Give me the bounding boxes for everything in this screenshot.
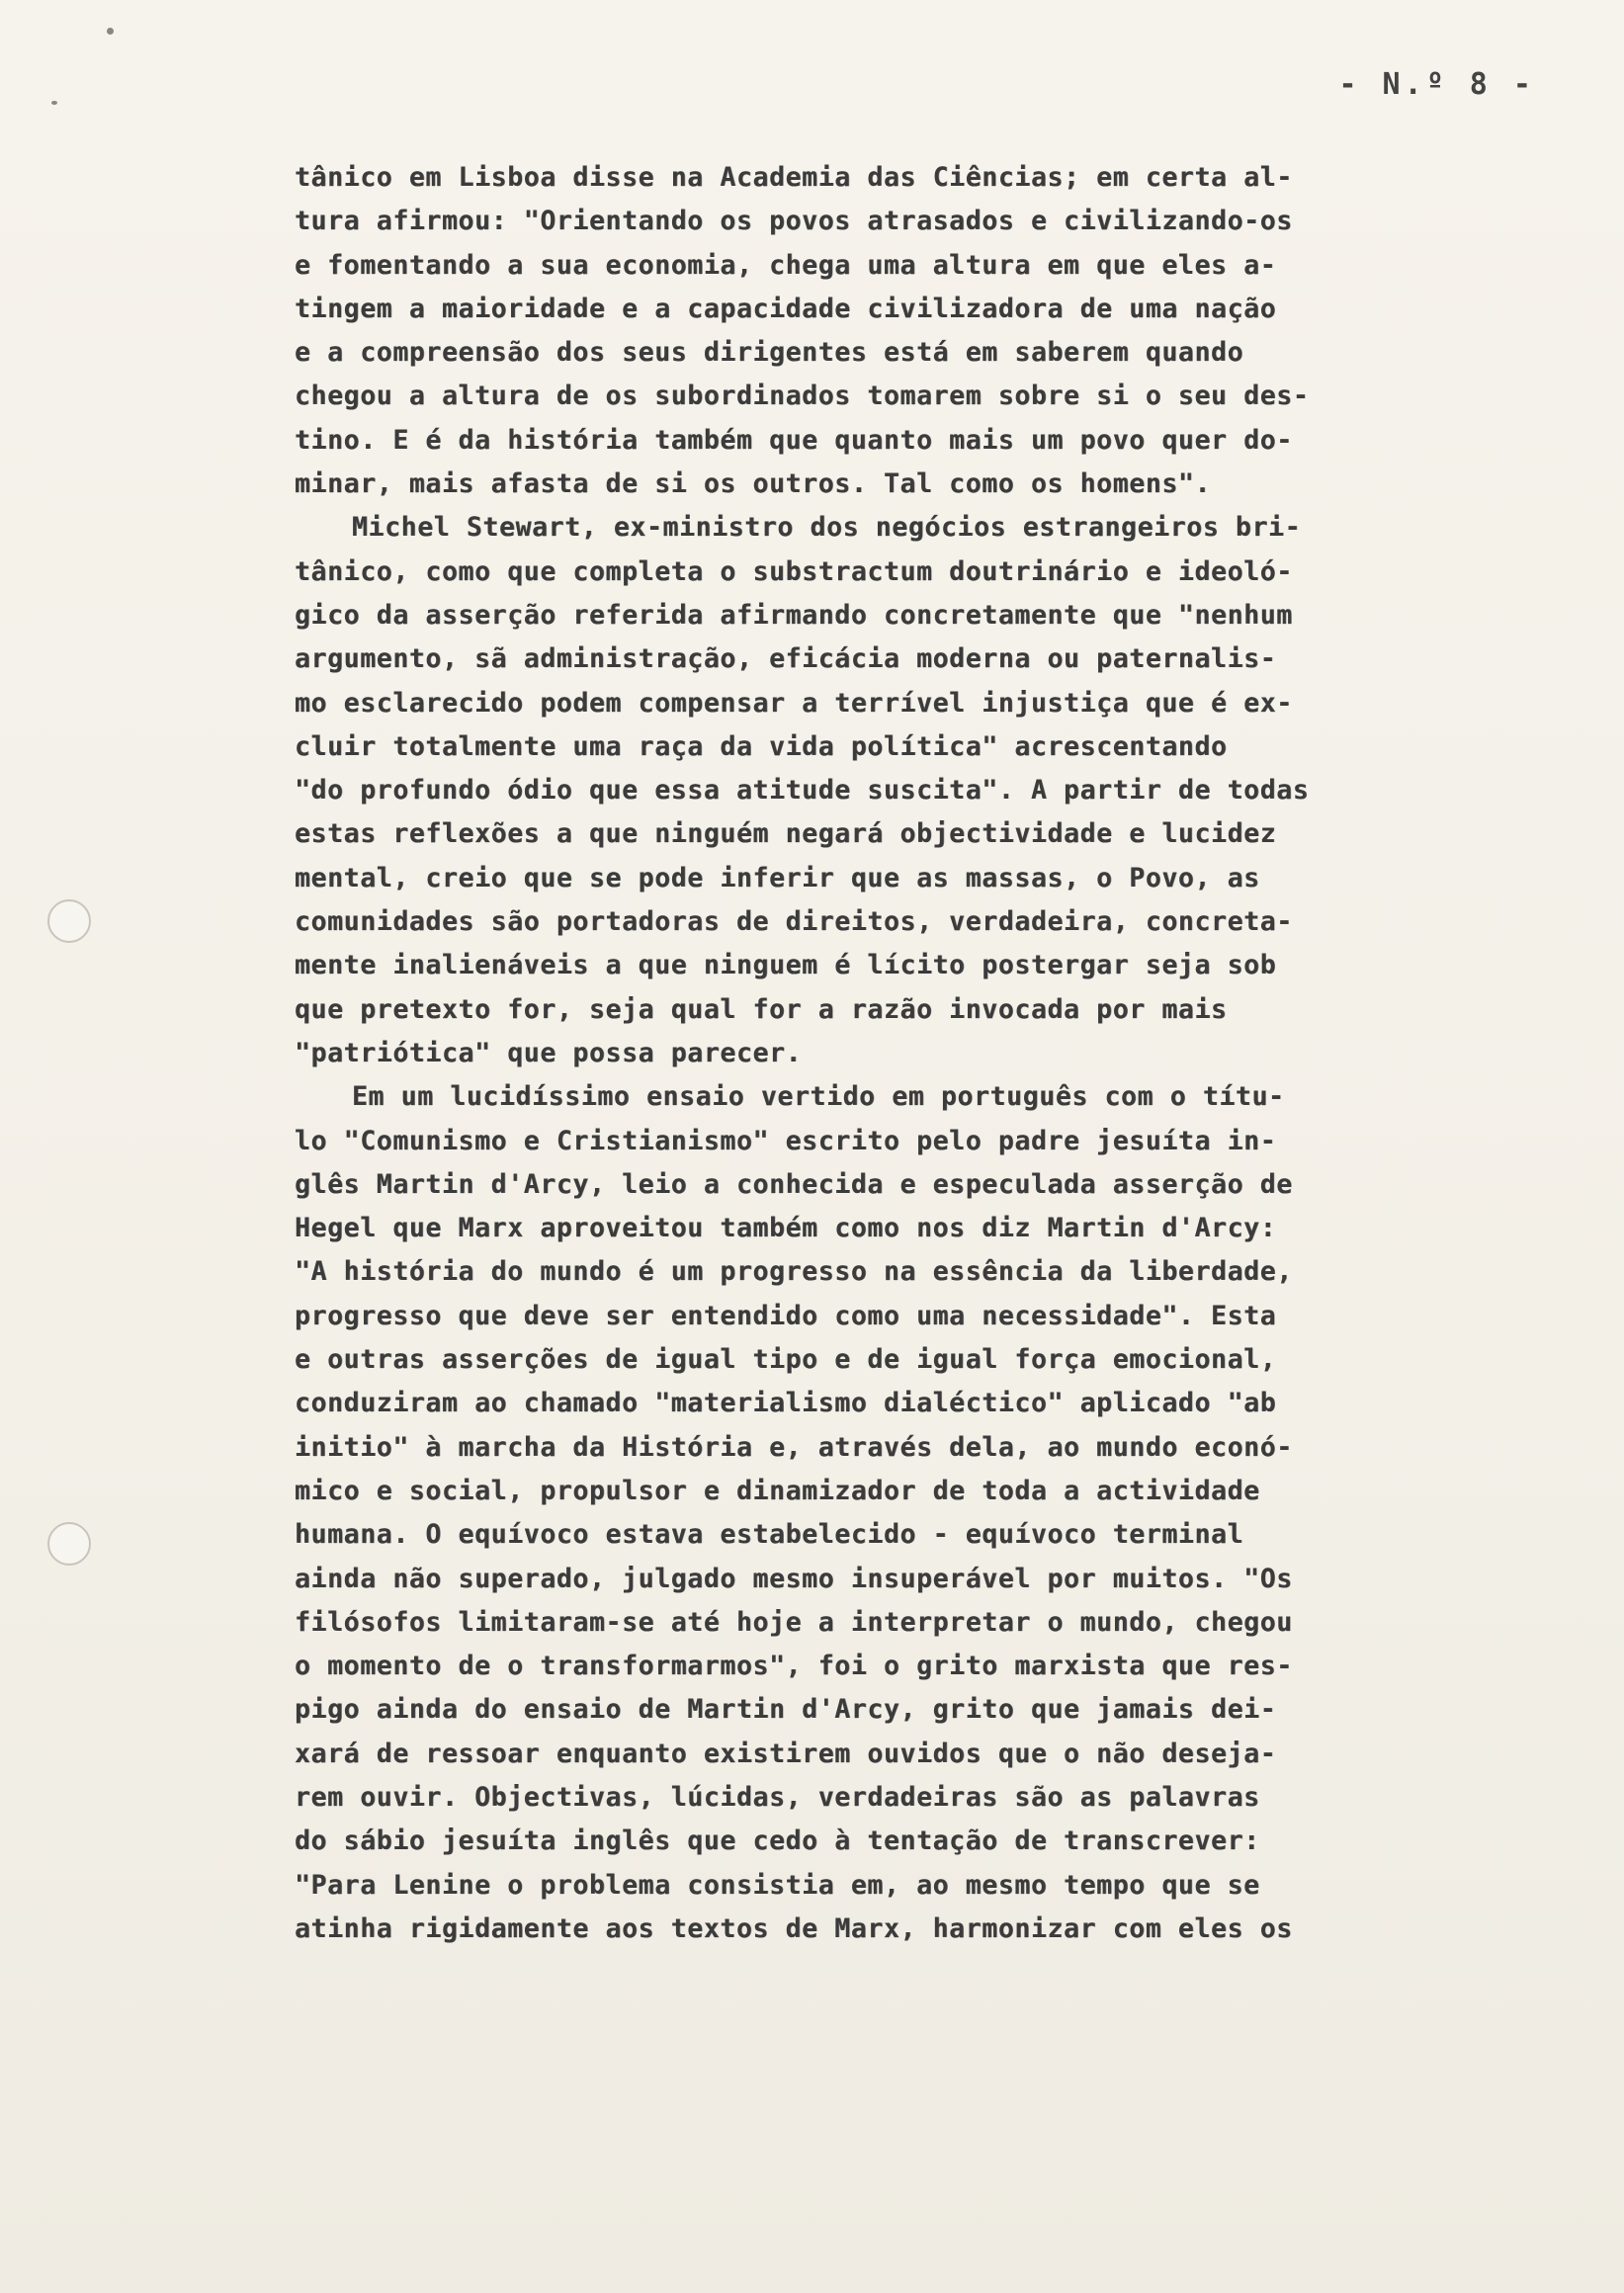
text-line: que pretexto for, seja qual for a razão invocada por mais [295,993,1228,1025]
text-line: pigo ainda do ensaio de Martin d'Arcy, grito que jamais dei- [295,1694,1277,1726]
body-text [295,156,1560,1951]
text-line: tânico em Lisboa disse na Academia das Ciências; em certa al- [295,162,1293,193]
text-line: comunidades são portadoras de direitos, verdadeira, concreta- [295,906,1293,938]
text-line: ainda não superado, julgado mesmo insuperável por muitos. "Os [295,1563,1293,1594]
text-line: do sábio jesuíta inglês que cedo à tentação de transcrever: [295,1826,1260,1857]
text-line: tingem a maioridade e a capacidade civilizadora de uma nação [295,293,1277,324]
text-line: mente inalienáveis a que ninguem é lícito postergar seja sob [295,950,1277,981]
text-line: tino. E é da história também que quanto mais um povo quer do- [295,424,1293,456]
text-line: gico da asserção referida afirmando concretamente que "nenhum [295,599,1293,631]
text-line: mental, creio que se pode inferir que as massas, o Povo, as [295,862,1260,893]
text-line: Hegel que Marx aproveitou também como nos diz Martin d'Arcy: [295,1213,1277,1244]
ink-speck [51,101,57,105]
text-line: mo esclarecido podem compensar a terrível injustiça que é ex- [295,687,1293,719]
text-line: tânico, como que completa o substractum doutrinário e ideoló- [295,555,1293,587]
text-line: minar, mais afasta de si os outros. Tal como os homens". [295,468,1212,500]
paragraph-start-line: Michel Stewart, ex-ministro dos negócios estrangeiros bri- [352,512,1302,544]
text-line: xará de ressoar enquanto existirem ouvidos que o não deseja- [295,1738,1277,1769]
text-line: initio" à marcha da História e, através dela, ao mundo econó- [295,1431,1293,1463]
text-line: "patriótica" que possa parecer. [295,1037,803,1068]
text-line: atinha rigidamente aos textos de Marx, harmonizar com eles os [295,1912,1293,1944]
text-line: argumento, sã administração, eficácia moderna ou paternalis- [295,643,1277,675]
text-line: estas reflexões a que ninguém negará objectividade e lucidez [295,818,1277,850]
text-line: "Para Lenine o problema consistia em, ao mesmo tempo que se [295,1869,1260,1901]
page-number: - N.º 8 - [1338,67,1535,102]
text-line: e outras asserções de igual tipo e de igual força emocional, [295,1344,1277,1376]
text-line: chegou a altura de os subordinados tomarem sobre si o seu des- [295,381,1310,412]
text-line: rem ouvir. Objectivas, lúcidas, verdadeiras são as palavras [295,1781,1260,1813]
text-line: cluir totalmente uma raça da vida política" acrescentando [295,730,1228,762]
text-line: glês Martin d'Arcy, leio a conhecida e especulada asserção de [295,1168,1293,1200]
text-line: lo "Comunismo e Cristianismo" escrito pelo padre jesuíta in- [295,1125,1277,1156]
text-line: e a compreensão dos seus dirigentes está em saberem quando [295,337,1244,369]
text-line: humana. O equívoco estava estabelecido - equívoco terminal [295,1519,1244,1551]
text-line: mico e social, propulsor e dinamizador de toda a actividade [295,1475,1260,1506]
text-line: filósofos limitaram-se até hoje a interpretar o mundo, chegou [295,1606,1293,1638]
paragraph-start-line: Em um lucidíssimo ensaio vertido em português com o títu- [352,1081,1285,1113]
text-line: "do profundo ódio que essa atitude suscita". A partir de todas [295,775,1310,807]
binder-hole-top [47,899,91,943]
binder-hole-bottom [47,1522,91,1566]
text-line: o momento de o transformarmos", foi o grito marxista que res- [295,1651,1293,1682]
text-line: "A história do mundo é um progresso na essência da liberdade, [295,1256,1293,1288]
text-line: tura afirmou: "Orientando os povos atrasados e civilizando-os [295,206,1293,237]
ink-speck [107,28,114,35]
text-line: e fomentando a sua economia, chega uma altura em que eles a- [295,249,1277,281]
text-line: conduziram ao chamado "materialismo dialéctico" aplicado "ab [295,1388,1277,1419]
text-line: progresso que deve ser entendido como uma necessidade". Esta [295,1300,1277,1331]
